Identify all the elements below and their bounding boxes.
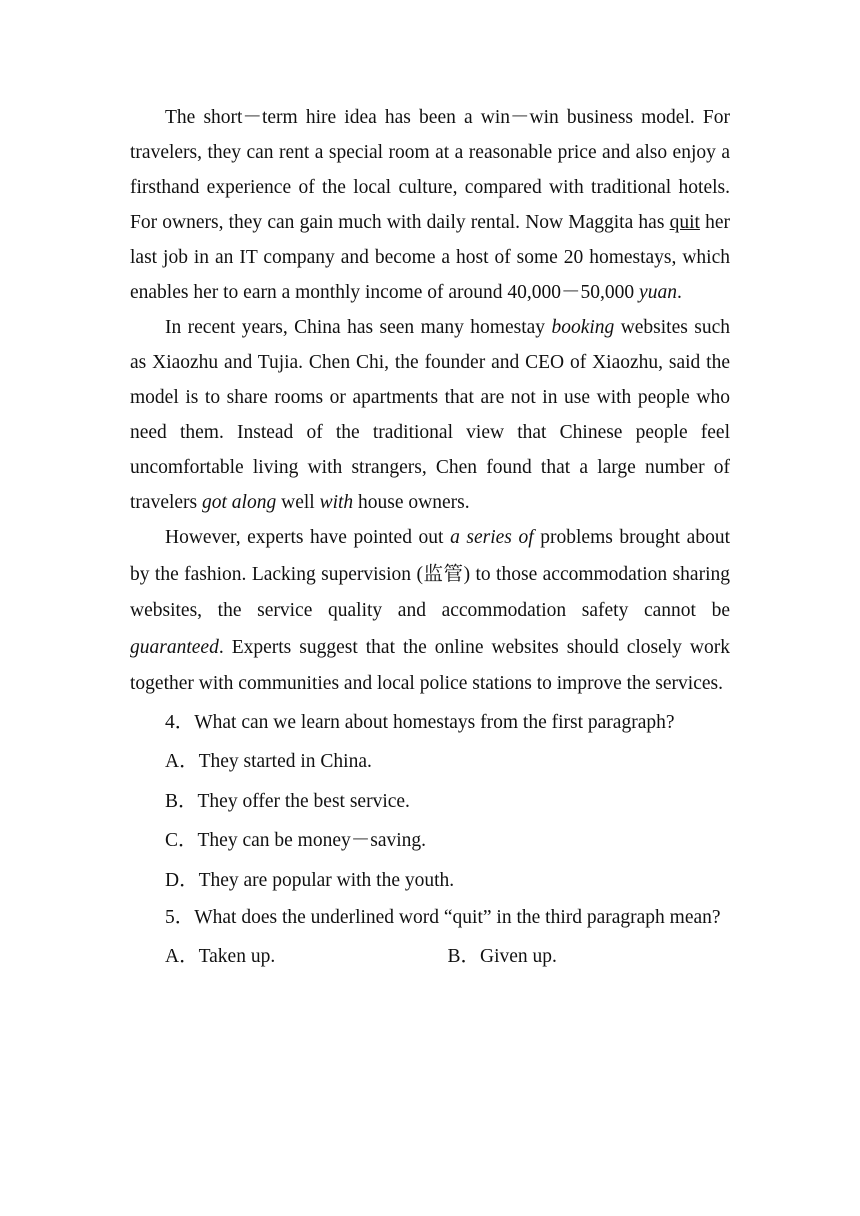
question-4-option-c: C．They can be money－saving. [165,830,427,851]
question-4-option-a: A．They started in China. [165,751,372,772]
question-5-option-b: B．Given up. [447,945,557,967]
paragraph-text: well [276,492,320,513]
question-5-stem: 5．What does the underlined word “quit” in the third paragraph mean? [165,907,721,928]
paragraph-experts-problems [130,520,730,703]
question-5-options-row [130,937,730,977]
italic-word-guaranteed: guaranteed [130,636,219,658]
paragraph-text: house owners. [353,492,470,513]
underlined-word-quit: quit [669,212,700,233]
document-page [130,100,730,976]
paragraph-text: . Experts suggest that the online websites should closely work together with communities and local police stations to improve the services. [130,636,730,694]
paragraph-text: However, experts have pointed out [165,527,451,548]
paragraph-text: In recent years, China has seen many homestay [165,317,552,338]
paragraph-short-term-hire [130,100,730,310]
paragraph-text: websites such as Xiaozhu and Tujia. Chen Chi, the founder and CEO of Xiaozhu, said the model is to share rooms or apartments that are not in use with people who need them. Instead of the traditional view that Chinese people feel uncomfortable living with strangers, Chen found that a large number of travelers [130,317,730,513]
question-4-option-d: D．They are popular with the youth. [165,869,455,891]
paragraph-booking-websites [130,310,730,520]
question-4-stem: 4．What can we learn about homestays from the first paragraph? [165,711,675,733]
italic-word-with: with [319,492,354,513]
paragraph-text: The short－term hire idea has been a win－win business model. For travelers, they can rent a special room at a reasonable price and also enjoy a firsthand experience of the local culture, compared with traditional hotels. For owners, they can gain much with daily rental. Now Maggita has [130,107,730,233]
italic-word-booking: booking [551,317,615,338]
paragraph-text: . [676,282,682,303]
italic-word-yuan: yuan [639,282,677,303]
paragraph-text: problems brought about by the fashion. Lacking supervision (监管) to those accommodation sharing websites, the service quality and accommodation safety cannot be [130,527,731,621]
question-5-option-a: A．Taken up. [165,945,276,967]
italic-phrase-got-along: got along [202,492,277,513]
question-4-option-b: B．They offer the best service. [165,790,410,812]
paragraph-text: her last job in an IT company and become a host of some 20 homestays, which enables her to earn a monthly income of around 40,000－50,000 [130,212,730,303]
italic-phrase-a-series-of: a series of [450,527,534,548]
